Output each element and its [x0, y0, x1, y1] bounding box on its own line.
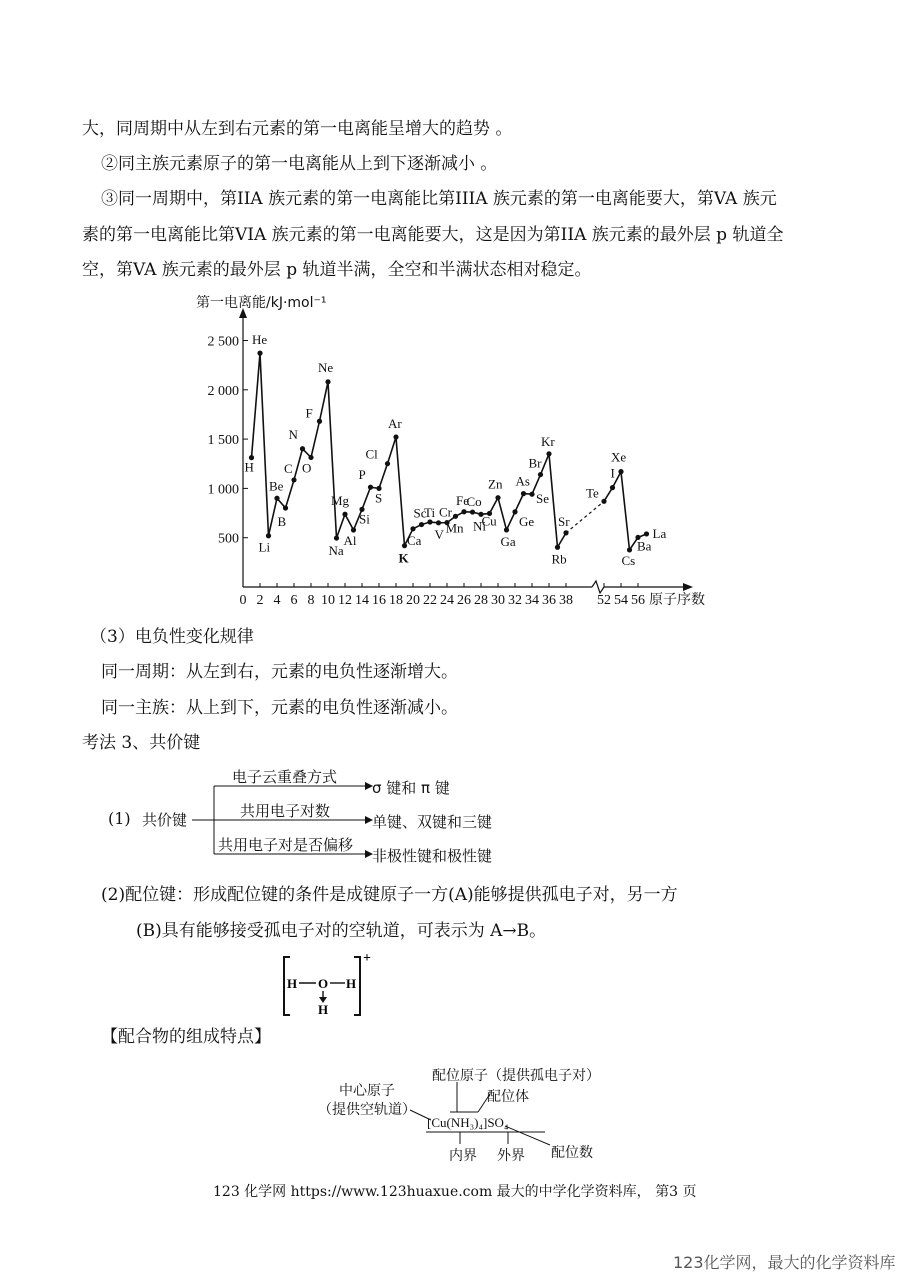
- y-tick-label: 500: [218, 531, 239, 547]
- point-label-Ar: Ar: [388, 416, 402, 432]
- intro-item-3-line-1: ③同一周期中，第IIA 族元素的第一电离能比第IIIA 族元素的第一电离能要大，第VA 族元: [101, 189, 777, 209]
- x-axis-break: [592, 581, 604, 593]
- hydronium-h-right: H: [346, 976, 357, 991]
- point-label-S: S: [375, 490, 383, 506]
- point-label-V: V: [434, 526, 444, 542]
- hydronium-o: O: [318, 976, 329, 991]
- point-label-Br: Br: [528, 455, 542, 471]
- point-label-Cr: Cr: [439, 504, 452, 520]
- point-label-N: N: [288, 426, 298, 442]
- ligand-atom-label: 配位原子（提供孤电子对）: [432, 1068, 600, 1084]
- point-label-Cu: Cu: [481, 513, 497, 529]
- point-label-Mg: Mg: [331, 493, 350, 509]
- point-label-P: P: [358, 467, 366, 483]
- x-axis-label: 原子序数: [649, 592, 705, 608]
- point-label-Be: Be: [269, 478, 284, 494]
- point-label-Ca: Ca: [407, 532, 422, 548]
- point-Ca: [410, 526, 415, 531]
- x-tick-label: 38: [559, 593, 573, 608]
- x-tick-label: 22: [423, 593, 437, 608]
- inner-sphere-label: 内界: [449, 1148, 477, 1164]
- point-label-Fe: Fe: [456, 492, 469, 508]
- x-tick-label: 0: [239, 593, 247, 608]
- x-tick-label: 24: [440, 593, 454, 608]
- point-label-La: La: [652, 525, 667, 541]
- hydronium-h-bottom: H: [318, 1002, 329, 1017]
- point-label-Mn: Mn: [445, 520, 464, 536]
- point-As: [521, 491, 526, 496]
- watermark: 123化学网，最大的化学资料库: [673, 1253, 896, 1272]
- ligand-label: 配位体: [487, 1089, 529, 1105]
- point-Ga: [504, 527, 509, 532]
- result-nonpolar-polar: 非极性键和极性键: [372, 847, 493, 865]
- branch-overlap-label: 电子云重叠方式: [232, 768, 338, 786]
- outer-sphere-label: 外界: [497, 1148, 525, 1164]
- x-tick-label: 4: [273, 593, 281, 608]
- x-tick-label: 12: [338, 593, 352, 608]
- intro-item-2: ②同主族元素原子的第一电离能从上到下逐渐减小 。: [101, 154, 498, 174]
- point-Xe: [618, 469, 623, 474]
- x-tick-label: 10: [321, 593, 335, 608]
- section-3-line-2: 同一主族：从上到下，元素的电负性逐渐减小。: [101, 698, 458, 718]
- series-gap-connector: [566, 501, 604, 533]
- point-label-Cl: Cl: [365, 446, 378, 462]
- x-tick-label: 54: [614, 593, 628, 608]
- point-label-Ba: Ba: [637, 538, 652, 554]
- x-tick-label: 18: [389, 593, 403, 608]
- y-tick-label: 2 500: [207, 334, 239, 350]
- point-label-H: H: [244, 459, 254, 475]
- x-tick-label: 16: [372, 593, 386, 608]
- point-label-He: He: [252, 332, 268, 348]
- point-label-Ge: Ge: [519, 513, 535, 529]
- point-Co: [470, 509, 475, 514]
- point-B: [283, 505, 288, 510]
- section-3-line-1: 同一周期：从左到右，元素的电负性逐渐增大。: [101, 662, 458, 682]
- point-Mg: [342, 512, 347, 517]
- x-axis-arrow: [683, 583, 693, 591]
- point-Al: [351, 527, 356, 532]
- y-tick-label: 1 000: [207, 482, 239, 498]
- point-O: [308, 455, 313, 460]
- x-tick-label: 36: [542, 593, 556, 608]
- x-tick-label: 8: [307, 593, 315, 608]
- intro-item-3-line-3: 空，第VA 族元素的最外层 p 轨道半满，全空和半满状态相对稳定。: [82, 260, 592, 280]
- ionization-energy-chart: [0, 0, 902, 620]
- point-Ti: [427, 519, 432, 524]
- point-Kr: [546, 451, 551, 456]
- x-tick-label: 14: [355, 593, 369, 608]
- point-label-I: I: [610, 465, 615, 481]
- point-Rb: [555, 545, 560, 550]
- point-label-Xe: Xe: [611, 449, 627, 465]
- point-label-As: As: [515, 473, 530, 489]
- point-Cl: [385, 461, 390, 466]
- point-C: [291, 477, 296, 482]
- covalent-item-number: (1): [108, 809, 131, 828]
- x-tick-label: 2: [256, 593, 264, 608]
- point-label-Te: Te: [586, 485, 599, 501]
- point-label-Si: Si: [359, 511, 370, 527]
- hydronium-structure: [270, 945, 390, 1025]
- point-label-Rb: Rb: [551, 551, 567, 567]
- point-label-Na: Na: [328, 543, 344, 559]
- point-Cs: [627, 547, 632, 552]
- branch-polarity-label: 共用电子对是否偏移: [218, 836, 354, 854]
- center-atom-label: 中心原子: [339, 1083, 395, 1099]
- point-label-Se: Se: [536, 491, 549, 507]
- x-tick-label: 32: [508, 593, 522, 608]
- point-Mn: [453, 514, 458, 519]
- point-Ne: [325, 379, 330, 384]
- branch-pair-count-label: 共用电子对数: [240, 802, 331, 820]
- point-Na: [334, 535, 339, 540]
- complex-formula: [Cu(NH₃)₄]SO₄: [427, 1115, 509, 1130]
- point-Se: [529, 492, 534, 497]
- point-Br: [538, 472, 543, 477]
- kaofa-title: 考法 3、共价键: [82, 733, 201, 753]
- complex-title: 【配合物的组成特点】: [101, 1027, 271, 1047]
- x-tick-label: 30: [491, 593, 505, 608]
- page-footer: 123 化学网 https://www.123huaxue.com 最大的中学化学资料库， 第3 页: [213, 1184, 697, 1200]
- covalent-bond-label: 共价键: [142, 811, 188, 829]
- point-La: [644, 531, 649, 536]
- result-sigma-pi: σ 键和 π 键: [372, 779, 450, 797]
- point-label-Sr: Sr: [558, 513, 570, 529]
- point-label-Zn: Zn: [488, 476, 503, 492]
- point-N: [300, 446, 305, 451]
- point-Ar: [393, 434, 398, 439]
- point-label-Sc: Sc: [413, 505, 427, 521]
- y-tick-label: 2 000: [207, 383, 239, 399]
- point-Sc: [419, 522, 424, 527]
- point-label-K: K: [398, 550, 409, 566]
- section-3-title: （3）电负性变化规律: [90, 627, 254, 647]
- point-Be: [274, 496, 279, 501]
- point-label-O: O: [302, 460, 312, 476]
- x-tick-label: 6: [290, 593, 298, 608]
- point-label-Cs: Cs: [621, 552, 636, 568]
- point-label-Ne: Ne: [318, 359, 334, 375]
- center-atom-note: （提供空轨道）: [318, 1102, 416, 1118]
- point-label-Kr: Kr: [541, 433, 555, 449]
- point-P: [368, 485, 373, 490]
- y-tick-label: 1 500: [207, 433, 239, 449]
- result-single-double-triple: 单键、双键和三键: [372, 813, 493, 831]
- hydronium-charge: +: [363, 951, 371, 966]
- x-tick-label: 34: [525, 593, 539, 608]
- point-label-F: F: [305, 405, 313, 421]
- hydronium-h-left: H: [287, 976, 298, 991]
- point-Fe: [461, 509, 466, 514]
- intro-line-1: 大，同周期中从左到右元素的第一电离能呈增大的趋势 。: [82, 119, 513, 139]
- point-He: [257, 351, 262, 356]
- complex-annotation-lines: [300, 1060, 600, 1170]
- x-tick-label: 28: [474, 593, 488, 608]
- point-V: [436, 520, 441, 525]
- point-label-Ti: Ti: [424, 505, 436, 521]
- point-label-Ni: Ni: [473, 518, 486, 534]
- x-tick-label: 52: [597, 593, 611, 608]
- coordinate-bond-line-1: (2)配位键：形成配位键的条件是成键原子一方(A)能够提供孤电子对，另一方: [101, 885, 678, 905]
- point-label-Li: Li: [258, 539, 271, 555]
- point-Zn: [495, 495, 500, 500]
- y-axis-label: 第一电离能/kJ·mol⁻¹: [196, 295, 327, 311]
- point-label-B: B: [277, 514, 287, 530]
- point-label-Co: Co: [466, 494, 482, 510]
- x-tick-label: 56: [631, 593, 645, 608]
- point-I: [610, 485, 615, 490]
- point-label-Al: Al: [343, 533, 357, 549]
- point-label-Ga: Ga: [500, 533, 516, 549]
- point-label-C: C: [284, 460, 293, 476]
- coordination-number-label: 配位数: [551, 1145, 593, 1161]
- coordinate-bond-line-2: (B)具有能够接受孤电子对的空轨道，可表示为 A→B。: [136, 921, 547, 941]
- point-Ge: [512, 509, 517, 514]
- point-F: [317, 419, 322, 424]
- point-Li: [266, 533, 271, 538]
- x-tick-label: 20: [406, 593, 420, 608]
- x-tick-label: 26: [457, 593, 471, 608]
- intro-item-3-line-2: 素的第一电离能比第VIA 族元素的第一电离能要大，这是因为第IIA 族元素的最外层 p 轨道全: [82, 225, 784, 245]
